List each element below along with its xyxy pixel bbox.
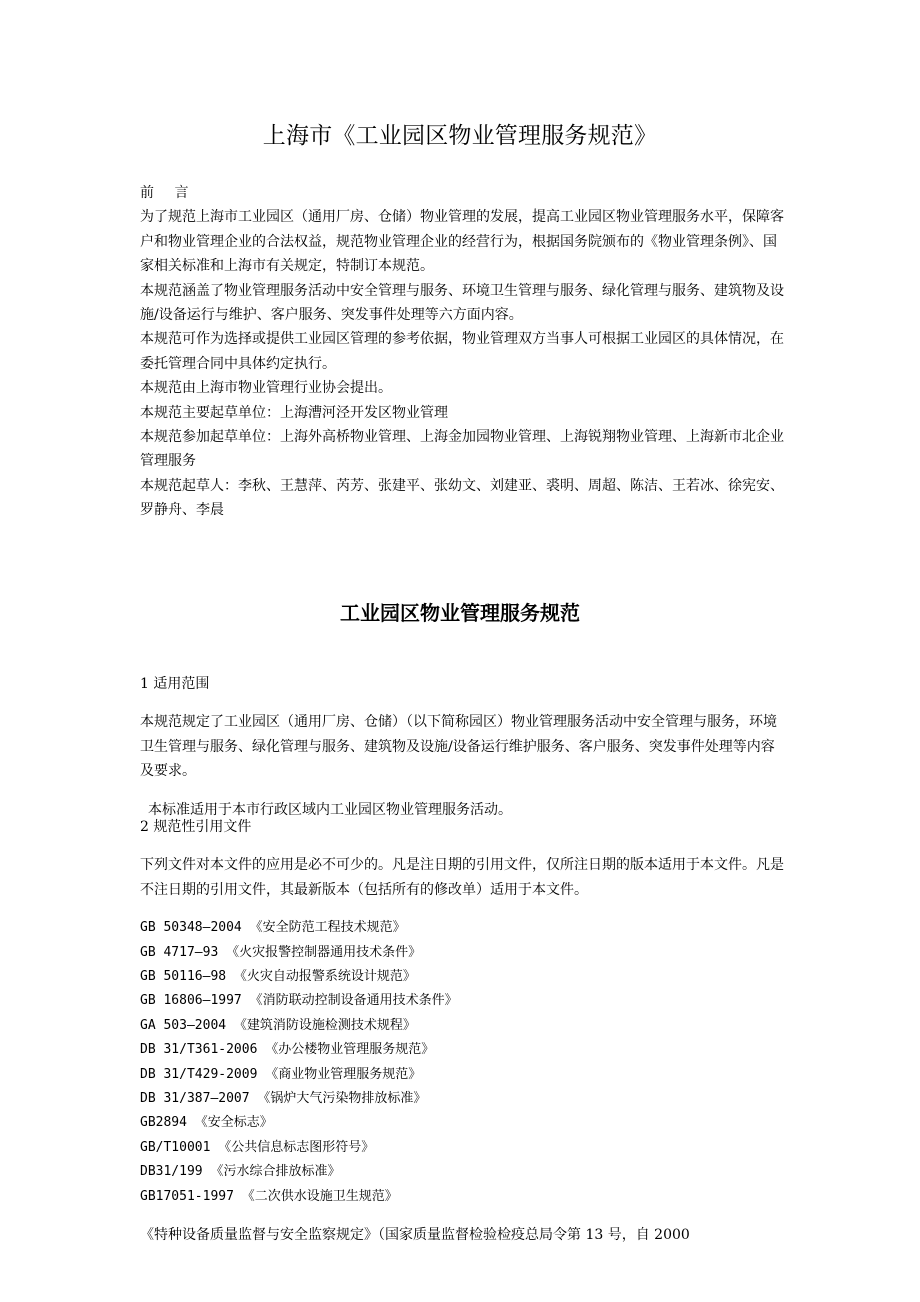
reference-item: GB2894 《安全标志》 <box>140 1115 273 1131</box>
section-references <box>140 801 786 1262</box>
document-title: 上海市《工业园区物业管理服务规范》 <box>262 123 658 149</box>
reference-list <box>140 916 786 1209</box>
reference-item: GB 50116—98 《火灾自动报警系统设计规范》 <box>140 969 416 985</box>
preface-section <box>140 181 786 523</box>
reference-item: GB 16806—1997 《消防联动控制设备通用技术条件》 <box>140 993 458 1009</box>
preface-paragraph: 本规范参加起草单位：上海外高桥物业管理、上海金加园物业管理、上海锐翔物业管理、上海新市北企业管理服务 <box>140 429 784 470</box>
preface-paragraph: 本规范由上海市物业管理行业协会提出。 <box>140 380 392 397</box>
section-paragraph: 本标准适用于本市行政区域内工业园区物业管理服务活动。 <box>148 801 512 818</box>
standard-title: 工业园区物业管理服务规范 <box>340 601 580 625</box>
preface-paragraph: 本规范涵盖了物业管理服务活动中安全管理与服务、环境卫生管理与服务、绿化管理与服务、建筑物及设施/设备运行与维护、客户服务、突发事件处理等六方面内容。 <box>140 282 784 324</box>
preface-paragraph: 本规范主要起草单位：上海漕河泾开发区物业管理 <box>140 404 448 421</box>
reference-item: GB 50348—2004 《安全防范工程技术规范》 <box>140 920 406 936</box>
reference-item: GB/T10001 《公共信息标志图形符号》 <box>140 1139 375 1155</box>
reference-item: GB 4717—93 《火灾报警控制器通用技术条件》 <box>140 944 422 960</box>
reference-item: DB 31/T429-2009 《商业物业管理服务规范》 <box>140 1066 422 1082</box>
section-paragraph: 《特种设备质量监督与安全监察规定》（国家质量监督检验检疫总局令第 13 号，自 2000 <box>140 1227 690 1244</box>
section-paragraph: 下列文件对本文件的应用是必不可少的。凡是注日期的引用文件，仅所注日期的版本适用于本文件。凡是不注日期的引用文件，其最新版本（包括所有的修改单）适用于本文件。 <box>140 857 784 898</box>
section-heading: 1 适用范围 <box>140 676 210 692</box>
reference-item: GB17051-1997 《二次供水设施卫生规范》 <box>140 1188 398 1204</box>
preface-heading: 前 言 <box>140 185 197 201</box>
reference-item: DB 31/387—2007 《锅炉大气污染物排放标准》 <box>140 1091 427 1107</box>
reference-item: GA 503—2004 《建筑消防设施检测技术规程》 <box>140 1017 416 1033</box>
reference-item: DB31/199 《污水综合排放标准》 <box>140 1164 341 1180</box>
preface-paragraph: 本规范起草人：李秋、王慧萍、芮芳、张建平、张幼文、刘建亚、裘明、周超、陈洁、王若冰、徐宪安、罗静舟、李晨 <box>140 477 784 519</box>
reference-item: DB 31/T361-2006 《办公楼物业管理服务规范》 <box>140 1042 435 1058</box>
section-heading: 2 规范性引用文件 <box>140 819 252 835</box>
preface-paragraph: 本规范可作为选择或提供工业园区管理的参考依据，物业管理双方当事人可根据工业园区的具体情况，在委托管理合同中具体约定执行。 <box>140 331 784 372</box>
preface-paragraph: 为了规范上海市工业园区（通用厂房、仓储）物业管理的发展，提高工业园区物业管理服务水平，保障客户和物业管理企业的合法权益，规范物业管理企业的经营行为，根据国务院颁布的《物业管理条例》、国家相关标准和上海市有关规定，特制订本规范。 <box>140 209 784 275</box>
section-paragraph: 本规范规定了工业园区（通用厂房、仓储）（以下简称园区）物业管理服务活动中安全管理与服务，环境卫生管理与服务、绿化管理与服务、建筑物及设施/设备运行维护服务、客户服务、突发事件处理等内容及要求。 <box>140 714 777 780</box>
